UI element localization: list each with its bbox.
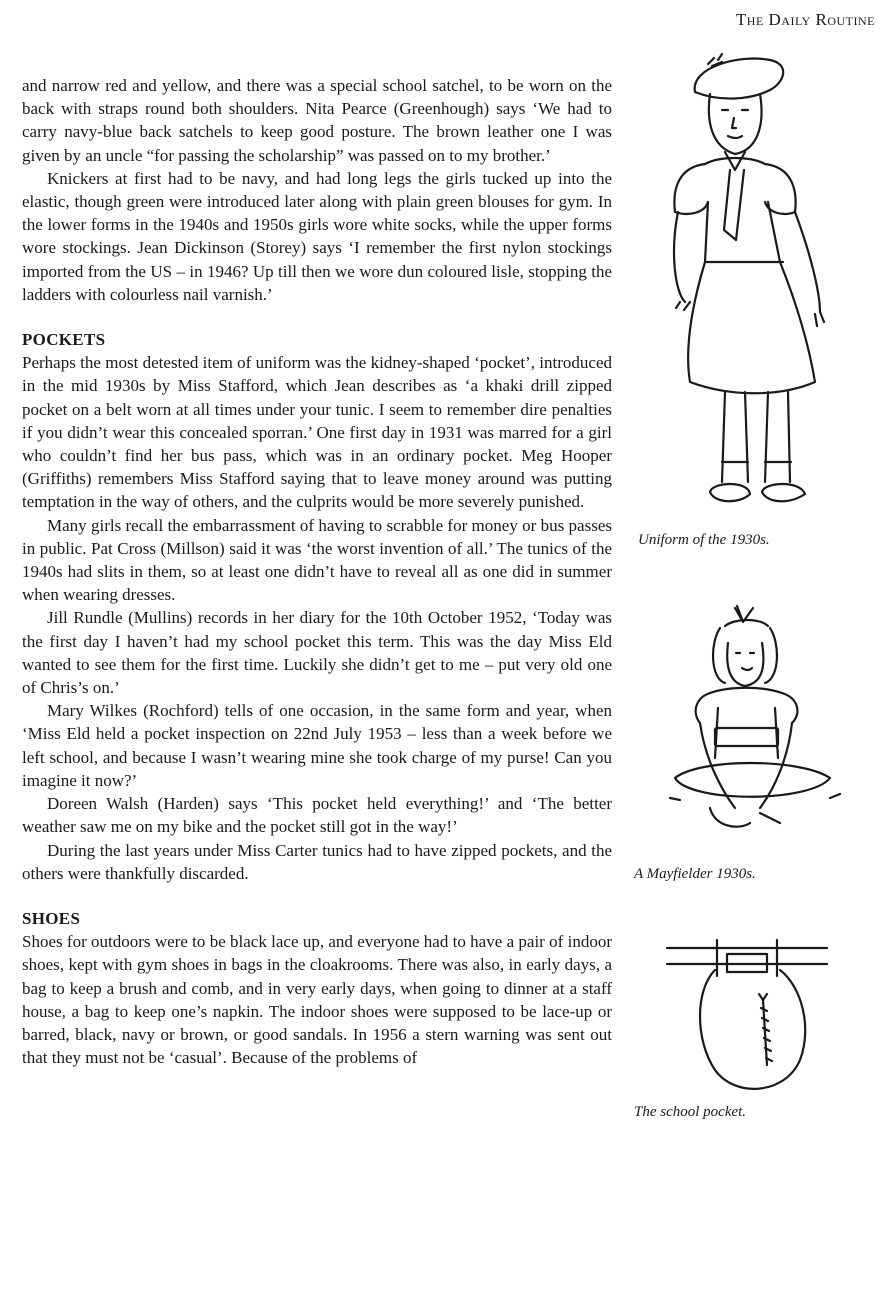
- figure-caption: Uniform of the 1930s.: [638, 532, 770, 548]
- running-head: The Daily Routine: [735, 10, 875, 29]
- school-pocket-illustration: [655, 930, 835, 1100]
- paragraph: Shoes for outdoors were to be black lace up, and everyone had to have a pair of indoor shoes, kept with gym shoes in bags in the cloakrooms. There was also, in early days, a bag to keep a brush and comb, and in very early days, when going to dinner at a staff house, a bag to keep one’s napkin. The indoor shoes were supposed to be lace-up or barred, black, navy or brown, or good sandals. In 1956 a stern warning was sent out that they must not be ‘casual’. Because of the problems of: [22, 932, 612, 1068]
- figure-caption: The school pocket.: [634, 1104, 747, 1120]
- body-text: [22, 74, 612, 1069]
- paragraph: Many girls recall the embarrassment of having to scrabble for money or bus passes in public. Pat Cross (Millson) said it was ‘the worst invention of all.’ The tunics of the 1940s had slits in them, so at least one didn’t have to reveal all as one did in summer when wearing dresses.: [22, 515, 612, 605]
- paragraph: Jill Rundle (Mullins) records in her diary for the 10th October 1952, ‘Today was the first day I haven’t had my school pocket this term. This was the day Miss Eld wanted to see them for the first time. Luckily she didn’t get to me – put very old one of Chris’s on.’: [22, 608, 612, 698]
- paragraph: Mary Wilkes (Rochford) tells of one occasion, in the same form and year, when ‘Miss Eld held a pocket inspection on 22nd July 1953 – less than a week before we left school, and because I wasn’t wearing mine she took charge of my purse! Can you imagine it now?’: [22, 701, 612, 790]
- paragraph: During the last years under Miss Carter tunics had to have zipped pockets, and the others were thankfully discarded.: [22, 840, 612, 883]
- paragraph: Knickers at first had to be navy, and had long legs the girls tucked up into the elastic, though green were introduced later along with plain green blouses for gym. In the lower forms in the 1940s and 1950s girls wore white socks, while the upper forms wore stockings. Jean Dickinson (Storey) says ‘I remember the first nylon stockings imported from the US – in 1946? Up till then we wore dun coloured lisle, stopping the ladders with colourless nail varnish.’: [22, 168, 612, 304]
- figure-caption: A Mayfielder 1930s.: [634, 866, 756, 882]
- uniform-1930s-illustration: [650, 52, 850, 522]
- section-heading-shoes: SHOES: [22, 908, 81, 928]
- mayfielder-illustration: [650, 598, 860, 848]
- paragraph: and narrow red and yellow, and there was a special school satchel, to be worn on the back with straps round both shoulders. Nita Pearce (Greenhough) says ‘We had to carry navy-blue back satchels to keep good posture. The brown leather one I was given by an uncle “for passing the scholarship” was passed on to my brother.’: [22, 76, 612, 165]
- paragraph: Doreen Walsh (Harden) says ‘This pocket held everything!’ and ‘The better weather saw me on my bike and the pocket still got in the way!’: [22, 794, 612, 837]
- section-heading-pockets: POCKETS: [22, 330, 106, 350]
- paragraph: Perhaps the most detested item of uniform was the kidney-shaped ‘pocket’, introduced in the mid 1930s by Miss Stafford, which Jean describes as ‘a khaki drill zipped pocket on a belt worn at all times under your tunic. I seem to remember dire penalties if you didn’t wear this concealed sporran.’ One first day in 1931 was marred for a girl who couldn’t find her bus pass, which was in an ordinary pocket. Meg Hooper (Griffiths) remembers Miss Stafford saying that to leave money around was putting temptation in the way of others, and the culprits would be more severely punished.: [22, 353, 612, 512]
